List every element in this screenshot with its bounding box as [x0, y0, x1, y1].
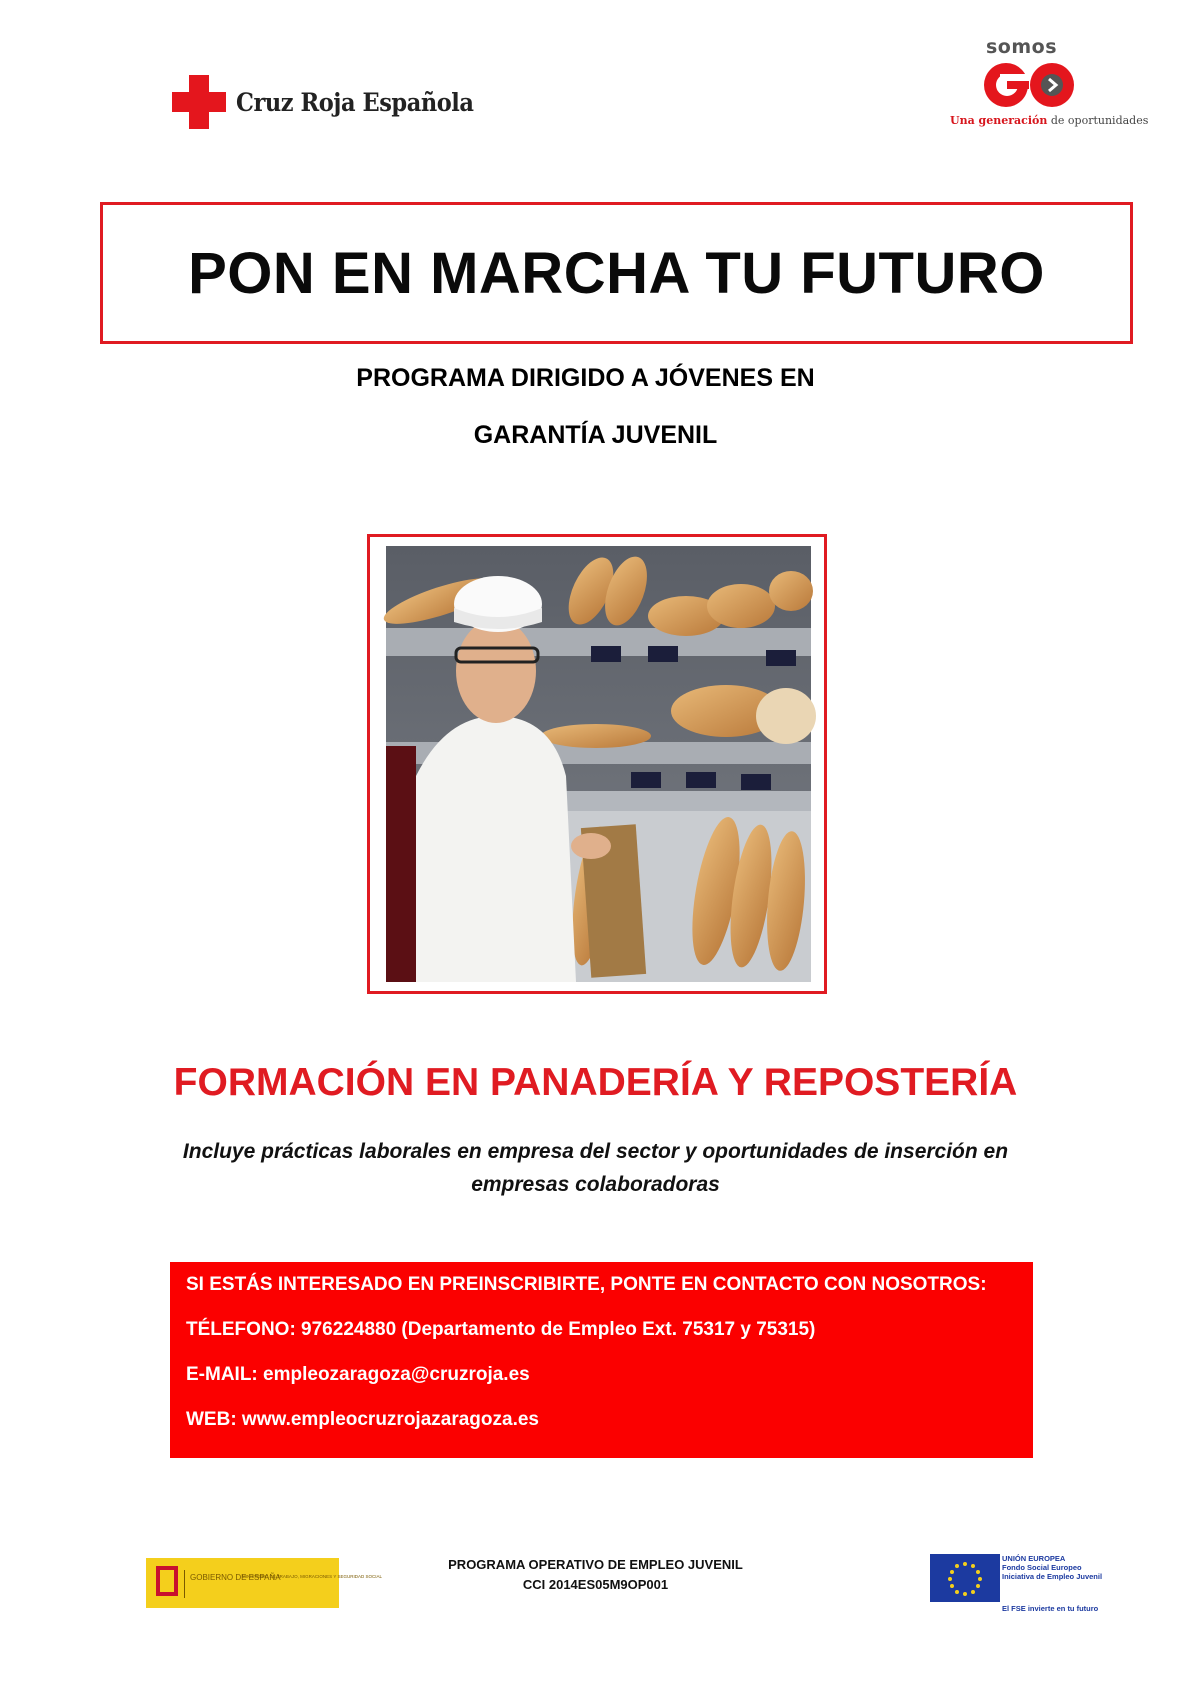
contact-email[interactable]: E-MAIL: empleozaragoza@cruzroja.es — [186, 1364, 530, 1385]
cruz-roja-logo — [172, 73, 500, 131]
subtitle-line-1: PROGRAMA DIRIGIDO A JÓVENES EN — [356, 364, 815, 392]
somos-go-logo — [950, 36, 1149, 132]
footer-cci: CCI 2014ES05M9OP001 — [522, 1577, 669, 1592]
eu-fse-logo — [930, 1554, 1103, 1613]
cruz-roja-logo-text: Cruz Roja Española — [236, 87, 474, 117]
subtitle-line-2: GARANTÍA JUVENIL — [473, 421, 718, 449]
bakery-photo-frame — [367, 534, 827, 994]
somos-text: somos — [986, 36, 1058, 58]
eu-flag-icon — [930, 1554, 1000, 1602]
somos-go-tagline: Una generación de oportunidades — [950, 114, 1149, 127]
title-box — [100, 202, 1133, 344]
red-cross-icon — [172, 75, 226, 129]
svg-text:GOBIERNO DE ESPAÑA: GOBIERNO DE ESPAÑA — [190, 1573, 281, 1582]
eu-text: UNIÓN EUROPEA Fondo Social Europeo Iniciativa de Empleo Juvenil El FSE invierte en tu futuro — [1002, 1554, 1103, 1613]
bakery-worker-photo — [386, 546, 811, 982]
contact-web[interactable]: WEB: www.empleocruzrojazaragoza.es — [186, 1409, 539, 1430]
course-note: Incluye prácticas laborales en empresa del sector y oportunidades de inserción en empresas colaboradoras — [182, 1140, 1009, 1196]
course-title: FORMACIÓN EN PANADERÍA Y REPOSTERÍA — [173, 1061, 1018, 1104]
svg-text:MINISTERIO DE TRABAJO, MIGRACI: MINISTERIO DE TRABAJO, MIGRACIONES Y SEGURIDAD SOCIAL — [242, 1574, 383, 1579]
page-title: PON EN MARCHA TU FUTURO — [188, 240, 1045, 306]
go-text: GO — [980, 59, 982, 60]
footer-program: PROGRAMA OPERATIVO DE EMPLEO JUVENIL — [448, 1557, 743, 1572]
contact-phone: TÉLEFONO: 976224880 (Departamento de Empleo Ext. 75317 y 75315) — [186, 1319, 816, 1340]
eu-motto: El FSE invierte en tu futuro — [1002, 1604, 1099, 1613]
go-logo-mark — [980, 59, 1080, 111]
contact-box — [170, 1262, 1033, 1458]
contact-intro: SI ESTÁS INTERESADO EN PREINSCRIBIRTE, PONTE EN CONTACTO CON NOSOTROS: — [186, 1274, 987, 1295]
